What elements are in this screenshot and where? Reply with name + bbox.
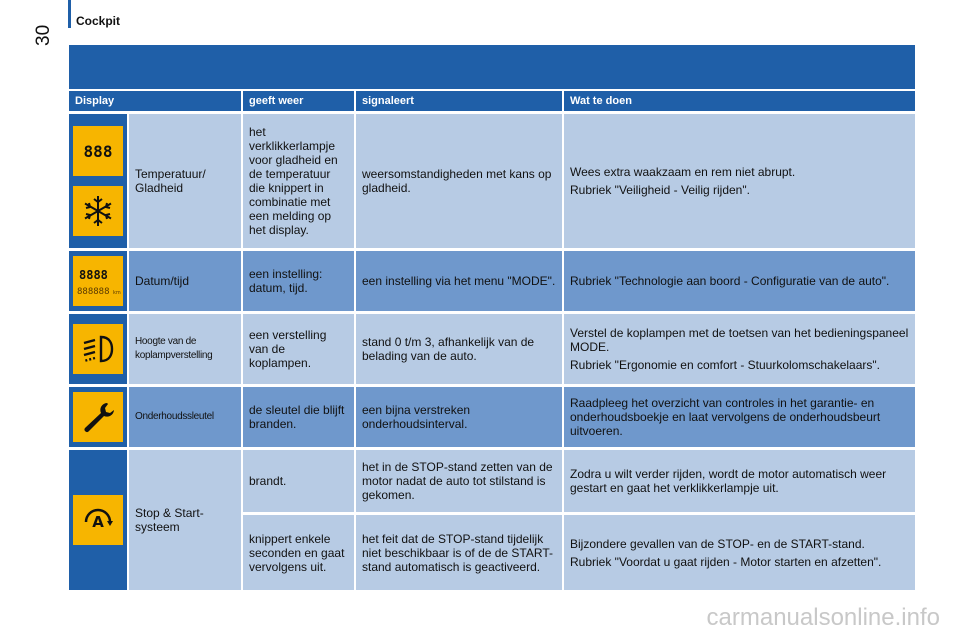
wat-line: Wees extra waakzaam en rem niet abrupt.	[570, 165, 796, 179]
table-row	[69, 450, 915, 590]
icon-cell	[69, 251, 129, 311]
header-display: Display	[69, 91, 243, 111]
wat-line: Rubriek "Ergonomie en comfort - Stuurkolomschakelaars".	[570, 358, 880, 372]
display-cell: Stop & Start- systeem	[129, 450, 243, 590]
geeft-cell: een verstelling van de koplampen.	[243, 314, 356, 384]
wat-cell	[564, 251, 915, 311]
watermark: carmanualsonline.info	[706, 604, 940, 631]
temp-digits: 888	[83, 142, 113, 161]
geeft-cell: knippert enkele seconden en gaat vervolgens uit.	[243, 515, 356, 590]
table-subrow	[243, 515, 915, 590]
stop-start-icon	[73, 495, 123, 545]
table-row	[69, 251, 915, 311]
geeft-cell: brandt.	[243, 450, 356, 512]
signaleert-cell: het in de STOP-stand zetten van de motor nadat de auto tot stilstand is gekomen.	[356, 450, 564, 512]
signaleert-cell: een bijna verstreken onderhoudsinterval.	[356, 387, 564, 447]
table-row	[69, 114, 915, 248]
wat-line: Bijzondere gevallen van de STOP- en de START-stand.	[570, 536, 865, 551]
icon-cell	[69, 114, 129, 248]
datetime-icon	[73, 256, 123, 306]
signaleert-cell: het feit dat de STOP-stand tijdelijk niet beschikbaar is of de de START-stand automatisch is geactiveerd.	[356, 515, 564, 590]
headlamp-level-icon	[73, 324, 123, 374]
header-geeft: geeft weer	[243, 91, 356, 111]
wat-cell	[564, 450, 915, 512]
date-unit: km	[113, 290, 121, 296]
wat-cell	[564, 114, 915, 248]
wat-line: Verstel de koplampen met de toetsen van het bedieningspaneel MODE.	[570, 326, 909, 354]
display-cell: Hoogte van de koplampverstelling	[129, 314, 243, 384]
date-digits-bottom: 888888	[77, 287, 110, 297]
signaleert-cell: een instelling via het menu "MODE".	[356, 251, 564, 311]
date-digits-top: 8888	[79, 268, 108, 282]
wat-cell	[564, 515, 915, 590]
svg-text:A: A	[92, 513, 104, 531]
signaleert-cell: stand 0 t/m 3, afhankelijk van de belading van de auto.	[356, 314, 564, 384]
info-table	[69, 91, 915, 590]
temperature-display-icon	[73, 126, 123, 176]
display-cell: Temperatuur/ Gladheid	[129, 114, 243, 248]
icon-cell	[69, 314, 129, 384]
table-banner	[69, 45, 915, 89]
wrench-icon	[73, 392, 123, 442]
table-row	[69, 314, 915, 384]
section-marker	[68, 0, 71, 28]
wat-line: Rubriek "Veiligheid - Veilig rijden".	[570, 183, 750, 197]
section-title: Cockpit	[76, 14, 121, 28]
page-number: 30	[33, 24, 54, 46]
header-wat-te-doen: Wat te doen	[570, 95, 632, 107]
display-cell: Onderhoudssleutel	[129, 387, 243, 447]
table-row	[69, 387, 915, 447]
geeft-cell: een instelling: datum, tijd.	[243, 251, 356, 311]
signaleert-cell: weersomstandigheden met kans op gladheid.	[356, 114, 564, 248]
wat-line: Zodra u wilt verder rijden, wordt de motor automatisch weer gestart en gaat het verklikkerlampje uit.	[570, 467, 887, 495]
display-cell: Datum/tijd	[129, 251, 243, 311]
geeft-cell: het verklikkerlampje voor gladheid en de temperatuur die knippert in combinatie met een melding op het display.	[243, 114, 356, 248]
snowflake-icon	[73, 186, 123, 236]
stopstart-subrows	[243, 450, 915, 590]
wat-line: Raadpleeg het overzicht van controles in het garantie- en onderhoudsboekje en laat vervolgens de onderhoudsbeurt uitvoeren.	[570, 396, 881, 438]
wat-cell	[564, 387, 915, 447]
icon-cell	[69, 450, 129, 590]
icon-cell	[69, 387, 129, 447]
table-subrow	[243, 450, 915, 512]
geeft-cell: de sleutel die blijft branden.	[243, 387, 356, 447]
table-header	[69, 91, 915, 111]
wat-line: Rubriek "Technologie aan boord - Configuratie van de auto".	[570, 274, 890, 288]
header-signaleert: signaleert	[356, 91, 564, 111]
wat-cell	[564, 314, 915, 384]
wat-line: Rubriek "Voordat u gaat rijden - Motor starten en afzetten".	[570, 554, 882, 569]
